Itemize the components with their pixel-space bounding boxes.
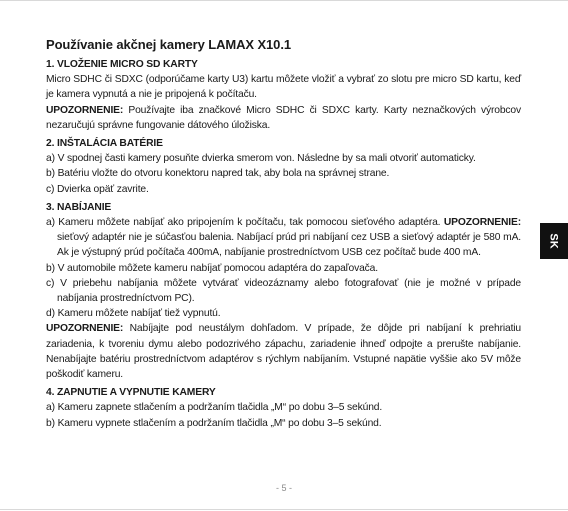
warning-paragraph-sd-card	[46, 103, 521, 133]
section-heading-power: 4. ZAPNUTIE A VYPNUTIE KAMERY	[46, 387, 216, 399]
warning-label: UPOZORNENIE:	[46, 323, 124, 335]
page-number: - 5 -	[275, 483, 292, 493]
warning-text: Používajte iba značkové Micro SDHC či SDXC karty. Karty neznačkových výrobcov nezaručujú správne fungovanie dátového úložiska.	[46, 104, 521, 131]
list-item: a) Kameru zapnete stlačením a podržaním tlačidla „M“ po dobu 3–5 sekúnd.	[46, 402, 383, 414]
top-divider	[0, 0, 568, 1]
section-heading-battery: 2. INŠTALÁCIA BATÉRIE	[46, 138, 163, 150]
list-item: c) V priebehu nabíjania môžete vytvárať videozáznamy alebo fotografovať (nie je možné v prípade nabíjania prostredníctvom PC).	[46, 277, 521, 305]
list-item: c) Dvierka opäť zavrite.	[46, 183, 149, 195]
list-item: d) Kameru môžete nabíjať tiež vypnutú.	[46, 308, 221, 320]
warning-label: UPOZORNENIE:	[46, 104, 124, 116]
section-heading-sd-card: 1. VLOŽENIE MICRO SD KARTY	[46, 59, 198, 70]
bottom-divider	[0, 509, 568, 510]
list-item	[46, 215, 521, 261]
language-tab-label: SK	[548, 233, 560, 249]
section-heading-charging: 3. NABÍJANIE	[46, 201, 112, 213]
list-item: b) Kameru vypnete stlačením a podržaním tlačidla „M“ po dobu 3–5 sekúnd.	[46, 417, 382, 429]
warning-text: Nabíjajte pod neustálym dohľadom. V prípade, že dôjde pri nabíjaní k prehriatiu zariadenia, k tvoreniu dymu alebo podozrivého zápachu, zariadenie ihneď odpojte a prerušte nabíjanie. Nenabíjajte batériu prostredníctvom adaptérov s rýchlym nabíjaním. Vstupné napätie vyššie ako 5V môže poškodiť kameru.	[46, 323, 521, 381]
list-item: a) V spodnej časti kamery posuňte dvierka smerom von. Následne by sa mali otvoriť automaticky.	[46, 153, 476, 165]
page-title: Používanie akčnej kamery LAMAX X10.1	[46, 37, 291, 52]
warning-paragraph-charging	[46, 321, 521, 382]
list-item-text: sieťový adaptér nie je súčasťou balenia. Nabíjací prúd pri nabíjaní cez USB a sieťový adaptér je 580 mA. Ak je výstupný prúd počítača 400mA, nabíjanie prostredníctvom USB cez počítač bude 400 mA.	[57, 232, 521, 259]
manual-page-content	[46, 36, 521, 431]
warning-label: UPOZORNENIE:	[443, 217, 521, 229]
language-tab	[540, 223, 568, 259]
list-item: b) V automobile môžete kameru nabíjať pomocou adaptéra do zapaľovača.	[46, 262, 378, 274]
list-item-text: a) Kameru môžete nabíjať ako pripojením k počítaču, tak pomocou sieťového adaptéra.	[46, 217, 444, 229]
list-item: b) Batériu vložte do otvoru konektoru napred tak, aby bola na správnej strane.	[46, 168, 390, 180]
section-paragraph-sd-card: Micro SDHC či SDXC (odporúčame karty U3) kartu môžete vložiť a vybrať zo slotu pre micro SD kartu, keď je kamera vypnutá a nie je pripojená k počítaču.	[46, 74, 521, 101]
